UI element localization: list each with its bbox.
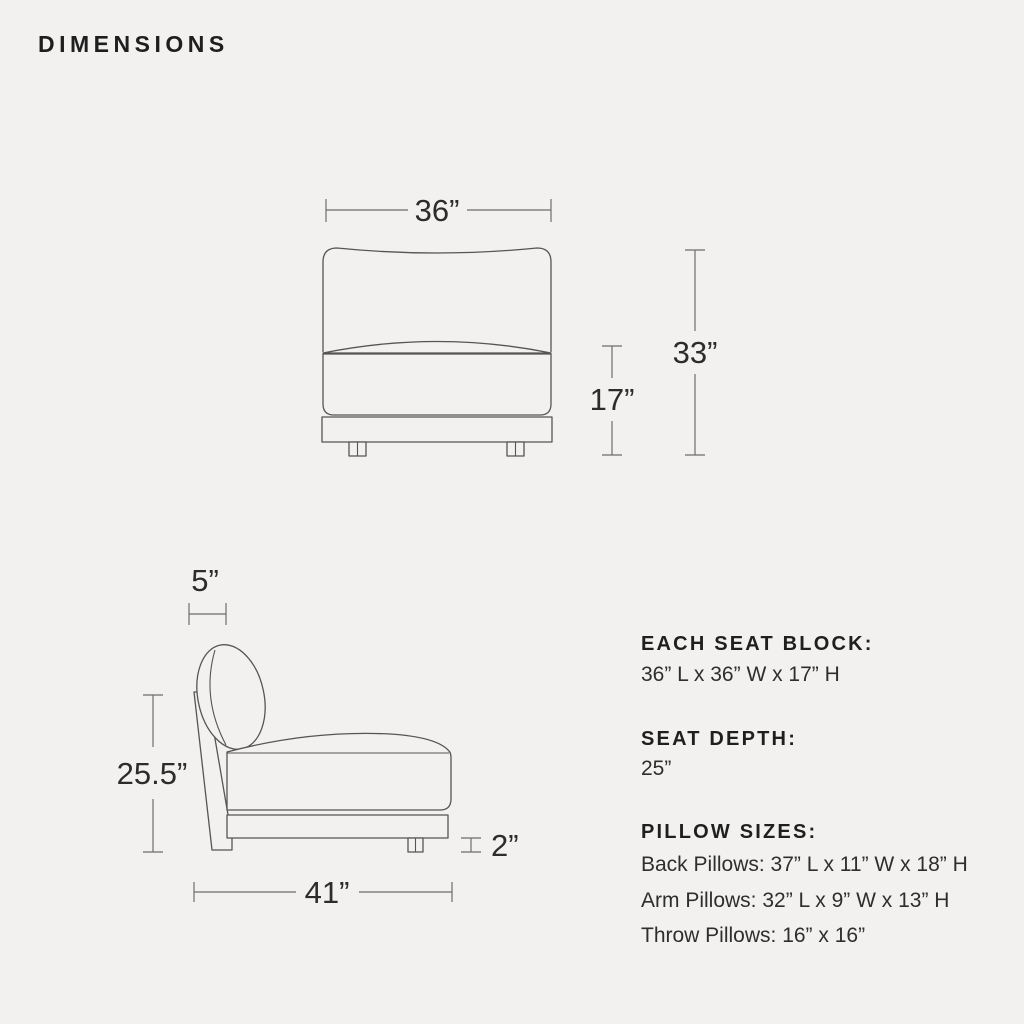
seat-depth-heading: SEAT DEPTH: [641,728,798,750]
pillow-sizes-heading: PILLOW SIZES: [641,821,818,843]
front-seat-height-label: 17” [589,382,635,417]
front-left-leg [349,442,366,456]
side-seat-cushion [227,733,451,810]
side-height-dimension [117,695,188,852]
front-width-dimension [326,193,551,228]
side-depth-dimension [194,875,452,910]
side-back-width-label: 5” [191,563,219,598]
side-base [227,815,448,838]
front-right-leg [507,442,524,456]
side-back-width-dimension [189,563,226,625]
front-view [322,193,717,456]
pillow-size-item: Back Pillows: 37” L x 11” W x 18” H [641,853,968,876]
side-leg-height-dimension [461,828,519,863]
side-depth-label: 41” [304,875,350,910]
side-front-leg [408,838,423,852]
side-leg-height-label: 2” [491,828,519,863]
front-seat-height-dimension [590,346,635,455]
seat-depth-value: 25” [641,757,672,780]
seat-block-value: 36” L x 36” W x 17” H [641,663,840,686]
seat-block-heading: EACH SEAT BLOCK: [641,633,874,655]
front-base [322,417,552,442]
front-seat-cushion-face [323,354,551,415]
page-title: DIMENSIONS [38,31,229,57]
front-overall-height-dimension [673,250,718,455]
front-width-label: 36” [414,193,460,228]
front-overall-height-label: 33” [672,335,718,370]
pillow-size-item: Throw Pillows: 16” x 16” [641,924,866,947]
side-height-label: 25.5” [116,756,188,791]
front-back-cushion [323,248,551,352]
pillow-size-item: Arm Pillows: 32” L x 9” W x 13” H [641,889,950,912]
side-view [117,563,519,910]
